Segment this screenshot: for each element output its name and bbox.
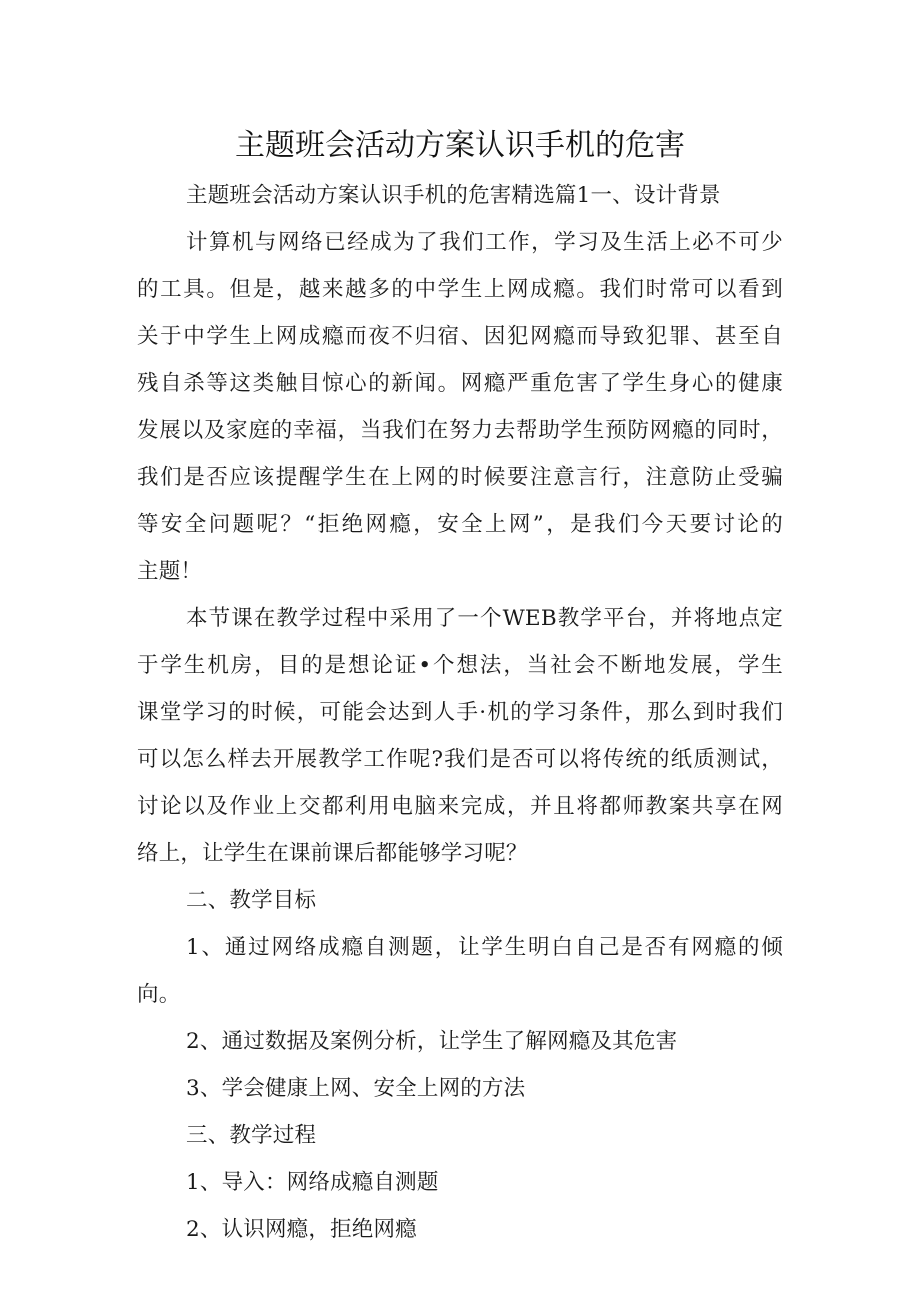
text-line: 于学生机房，目的是想论证•个想法，当社会不断地发展，学生 bbox=[137, 653, 783, 678]
text-line: 络上，让学生在课前课后都能够学习呢？ bbox=[137, 841, 528, 866]
section-heading: 二、教学目标 bbox=[186, 888, 317, 913]
text-line: 残自杀等这类触目惊心的新闻。网瘾严重危害了学生身心的健康 bbox=[137, 371, 783, 396]
goal-item: 1、通过网络成瘾自测题，让学生明白自己是否有网瘾的倾 bbox=[186, 935, 783, 960]
goal-item-continuation: 向。 bbox=[137, 982, 181, 1007]
subtitle-line: 主题班会活动方案认识手机的危害精选篇1一、设计背景 bbox=[186, 183, 721, 208]
text-line: 本节课在教学过程中采用了一个WEB教学平台，并将地点定 bbox=[186, 606, 783, 631]
process-item: 2、认识网瘾，拒绝网瘾 bbox=[186, 1217, 417, 1242]
goal-item: 2、通过数据及案例分析，让学生了解网瘾及其危害 bbox=[186, 1029, 678, 1054]
text-line: 可以怎么样去开展教学工作呢?我们是否可以将传统的纸质测试， bbox=[137, 747, 783, 772]
document-title: 主题班会活动方案认识手机的危害 bbox=[235, 128, 685, 163]
text-line: 我们是否应该提醒学生在上网的时候要注意言行，注意防止受骗 bbox=[137, 465, 783, 490]
text-line: 计算机与网络已经成为了我们工作，学习及生活上必不可少 bbox=[186, 230, 783, 255]
goal-item: 3、学会健康上网、安全上网的方法 bbox=[186, 1076, 526, 1101]
text-line: 发展以及家庭的幸福，当我们在努力去帮助学生预防网瘾的同时， bbox=[137, 418, 783, 443]
text-line: 等安全问题呢？“拒绝网瘾，安全上网”，是我们今天要讨论的 bbox=[137, 512, 783, 537]
text-line: 课堂学习的时候，可能会达到人手·机的学习条件，那么到时我们 bbox=[137, 700, 783, 725]
text-line: 讨论以及作业上交都利用电脑来完成，并且将都师教案共享在网 bbox=[137, 794, 783, 819]
text-line: 关于中学生上网成瘾而夜不归宿、因犯网瘾而导致犯罪、甚至自 bbox=[137, 324, 783, 349]
text-line: 的工具。但是，越来越多的中学生上网成瘾。我们时常可以看到 bbox=[137, 277, 783, 302]
process-item: 1、导入：网络成瘾自测题 bbox=[186, 1170, 439, 1195]
text-line: 主题！ bbox=[137, 559, 203, 584]
section-heading: 三、教学过程 bbox=[186, 1123, 317, 1148]
